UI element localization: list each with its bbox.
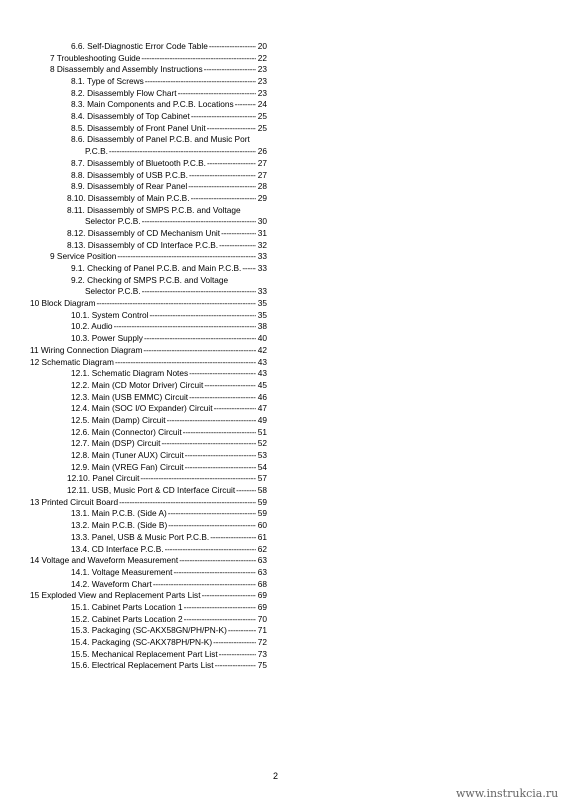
dot-leader xyxy=(242,263,256,275)
dot-leader xyxy=(142,286,256,298)
dot-leader xyxy=(168,508,256,520)
toc-entry[interactable] xyxy=(30,322,267,334)
dot-leader xyxy=(207,158,256,170)
toc-entry-page: 59 xyxy=(257,508,267,519)
toc-entry-page: 42 xyxy=(257,344,267,355)
toc-entry[interactable] xyxy=(30,438,267,450)
toc-entry-page: 49 xyxy=(257,414,267,425)
dot-leader xyxy=(184,602,256,614)
dot-leader xyxy=(204,64,256,76)
toc-entry[interactable] xyxy=(30,158,267,170)
toc-entry[interactable] xyxy=(30,649,267,661)
toc-entry-title: 15.4. Packaging (SC-AKX78PH/PN-K) xyxy=(71,637,213,648)
toc-entry-title: Selector P.C.B. xyxy=(85,286,141,297)
dot-leader xyxy=(215,660,257,672)
toc-entry-title: 8.4. Disassembly of Top Cabinet xyxy=(71,111,190,122)
toc-entry-page: 72 xyxy=(257,637,267,648)
toc-entry-title: 15.5. Mechanical Replacement Part List xyxy=(71,648,218,659)
toc-entry[interactable] xyxy=(30,41,267,53)
dot-leader xyxy=(153,579,256,591)
toc-entry[interactable] xyxy=(30,485,267,497)
dot-leader xyxy=(189,170,256,182)
dot-leader xyxy=(213,637,256,649)
toc-entry-title: 13.2. Main P.C.B. (Side B) xyxy=(71,520,168,531)
toc-entry-title: 12.8. Main (Tuner AUX) Circuit xyxy=(71,450,184,461)
toc-entry[interactable] xyxy=(30,310,267,322)
dot-leader xyxy=(143,345,256,357)
toc-entry-title: 10.2. Audio xyxy=(71,321,113,332)
toc-entry[interactable] xyxy=(30,403,267,415)
toc-entry-title: 13.1. Main P.C.B. (Side A) xyxy=(71,508,167,519)
dot-leader xyxy=(236,485,256,497)
dot-leader xyxy=(188,181,256,193)
toc-entry[interactable] xyxy=(30,520,267,532)
toc-entry-title: 7 Troubleshooting Guide xyxy=(50,52,141,63)
toc-entry-title: 10.3. Power Supply xyxy=(71,333,143,344)
dot-leader xyxy=(161,438,256,450)
dot-leader xyxy=(117,251,256,263)
toc-entry[interactable] xyxy=(30,99,267,111)
toc-entry-page: 58 xyxy=(257,485,267,496)
dot-leader xyxy=(189,392,256,404)
toc-entry-title: 14 Voltage and Waveform Measurement xyxy=(30,555,179,566)
toc-entry-page: 25 xyxy=(257,122,267,133)
dot-leader xyxy=(207,123,256,135)
toc-entry[interactable] xyxy=(30,660,267,672)
toc-entry-title: 12.5. Main (Damp) Circuit xyxy=(71,414,166,425)
toc-entry-page: 27 xyxy=(257,157,267,168)
toc-entry[interactable] xyxy=(30,146,267,158)
toc-entry-page: 23 xyxy=(257,87,267,98)
dot-leader xyxy=(149,310,256,322)
dot-leader xyxy=(185,450,256,462)
toc-entry[interactable] xyxy=(30,357,267,369)
toc-entry[interactable] xyxy=(30,614,267,626)
toc-entry[interactable] xyxy=(30,216,267,228)
dot-leader xyxy=(221,228,256,240)
toc-entry-page: 62 xyxy=(257,543,267,554)
dot-leader xyxy=(178,88,256,100)
toc-entry[interactable] xyxy=(30,240,267,252)
dot-leader xyxy=(219,649,256,661)
toc-entry-title: 15.2. Cabinet Parts Location 2 xyxy=(71,613,183,624)
toc-entry[interactable] xyxy=(30,602,267,614)
dot-leader xyxy=(209,41,256,53)
toc-entry[interactable] xyxy=(30,509,267,521)
toc-entry-title: 8.3. Main Components and P.C.B. Locations xyxy=(71,99,234,110)
toc-entry[interactable] xyxy=(30,625,267,637)
toc-entry-page: 33 xyxy=(257,251,267,262)
toc-entry-page: 59 xyxy=(257,496,267,507)
toc-entry[interactable] xyxy=(30,368,267,380)
toc-entry-page: 30 xyxy=(257,216,267,227)
dot-leader xyxy=(145,76,256,88)
toc-entry-page: 73 xyxy=(257,648,267,659)
table-of-contents xyxy=(30,41,267,672)
toc-entry[interactable] xyxy=(30,333,267,345)
toc-entry[interactable] xyxy=(30,567,267,579)
toc-entry-page: 43 xyxy=(257,368,267,379)
dot-leader xyxy=(184,614,256,626)
toc-entry-page: 60 xyxy=(257,520,267,531)
toc-entry[interactable] xyxy=(30,181,267,193)
toc-entry[interactable] xyxy=(30,170,267,182)
dot-leader xyxy=(173,567,256,579)
toc-entry[interactable] xyxy=(30,205,267,217)
watermark: www.instrukcia.ru xyxy=(456,787,559,800)
dot-leader xyxy=(179,555,256,567)
toc-entry-page: 70 xyxy=(257,613,267,624)
toc-entry-page: 22 xyxy=(257,52,267,63)
toc-entry-page: 32 xyxy=(257,239,267,250)
toc-entry-page: 54 xyxy=(257,461,267,472)
toc-entry-page: 35 xyxy=(257,309,267,320)
toc-entry[interactable] xyxy=(30,298,267,310)
toc-entry-page: 46 xyxy=(257,391,267,402)
toc-entry[interactable] xyxy=(30,251,267,263)
toc-entry[interactable] xyxy=(30,111,267,123)
toc-entry-page: 47 xyxy=(257,403,267,414)
toc-entry-title: 12.10. Panel Circuit xyxy=(67,473,140,484)
toc-entry[interactable] xyxy=(30,532,267,544)
toc-entry-page: 45 xyxy=(257,379,267,390)
toc-entry-page: 75 xyxy=(257,660,267,671)
toc-entry[interactable] xyxy=(30,497,267,509)
toc-entry-page: 61 xyxy=(257,531,267,542)
toc-entry-page: 35 xyxy=(257,298,267,309)
toc-entry[interactable] xyxy=(30,345,267,357)
toc-entry-page: 26 xyxy=(257,146,267,157)
dot-leader xyxy=(142,216,256,228)
dot-leader xyxy=(114,321,256,333)
dot-leader xyxy=(202,590,257,602)
toc-entry-title: 12.7. Main (DSP) Circuit xyxy=(71,438,161,449)
toc-entry-title: 12.4. Main (SOC I/O Expander) Circuit xyxy=(71,403,213,414)
toc-entry-title: 13 Printed Circuit Board xyxy=(30,496,119,507)
toc-entry[interactable] xyxy=(30,590,267,602)
toc-entry-title: 8.7. Disassembly of Bluetooth P.C.B. xyxy=(71,157,206,168)
toc-entry-title: 8.10. Disassembly of Main P.C.B. xyxy=(67,192,190,203)
dot-leader xyxy=(235,99,256,111)
toc-entry-title: 15.6. Electrical Replacement Parts List xyxy=(71,660,214,671)
toc-entry-title: 12.2. Main (CD Motor Driver) Circuit xyxy=(71,379,204,390)
toc-entry-title: 15.3. Packaging (SC-AKX58GN/PH/PN-K) xyxy=(71,625,227,636)
dot-leader xyxy=(140,473,256,485)
dot-leader xyxy=(189,368,256,380)
dot-leader xyxy=(228,625,256,637)
toc-entry[interactable] xyxy=(30,450,267,462)
toc-entry-title: 13.4. CD Interface P.C.B. xyxy=(71,543,164,554)
toc-entry-page: 33 xyxy=(257,263,267,274)
toc-entry-page: 53 xyxy=(257,450,267,461)
dot-leader xyxy=(204,380,256,392)
dot-leader xyxy=(219,240,256,252)
toc-entry[interactable] xyxy=(30,64,267,76)
toc-entry-title: 8.11. Disassembly of SMPS P.C.B. and Voltage xyxy=(67,204,241,215)
toc-entry[interactable] xyxy=(30,123,267,135)
toc-entry-title: 14.2. Waveform Chart xyxy=(71,578,152,589)
toc-entry-page: 33 xyxy=(257,286,267,297)
toc-entry-page: 27 xyxy=(257,169,267,180)
toc-entry-title: 15 Exploded View and Replacement Parts List xyxy=(30,590,201,601)
dot-leader xyxy=(210,532,256,544)
toc-entry-page: 52 xyxy=(257,438,267,449)
toc-entry-title: 8.5. Disassembly of Front Panel Unit xyxy=(71,122,206,133)
toc-entry-title: 12.3. Main (USB EMMC) Circuit xyxy=(71,391,189,402)
toc-entry-title: 9.1. Checking of Panel P.C.B. and Main P.C.B. xyxy=(71,263,242,274)
toc-entry-title: 10.1. System Control xyxy=(71,309,149,320)
toc-entry[interactable] xyxy=(30,76,267,88)
toc-entry-title: 9 Service Position xyxy=(50,251,117,262)
toc-entry-title: 11 Wiring Connection Diagram xyxy=(30,344,143,355)
toc-entry-page: 24 xyxy=(257,99,267,110)
page-number: 2 xyxy=(273,771,279,781)
toc-entry-title: 12.6. Main (Connector) Circuit xyxy=(71,426,182,437)
toc-entry-page: 20 xyxy=(257,40,267,51)
toc-entry-page: 43 xyxy=(257,356,267,367)
toc-entry[interactable] xyxy=(30,462,267,474)
toc-entry[interactable] xyxy=(30,473,267,485)
toc-entry[interactable] xyxy=(30,193,267,205)
toc-entry-page: 57 xyxy=(257,473,267,484)
toc-entry-title: 12.1. Schematic Diagram Notes xyxy=(71,368,189,379)
toc-entry-title: 8.1. Type of Screws xyxy=(71,76,144,87)
dot-leader xyxy=(191,111,256,123)
toc-entry-title: 8 Disassembly and Assembly Instructions xyxy=(50,64,203,75)
dot-leader xyxy=(185,462,256,474)
toc-entry-title: P.C.B. xyxy=(85,146,108,157)
toc-entry-title: 12.11. USB, Music Port & CD Interface Circuit xyxy=(67,485,236,496)
dot-leader xyxy=(141,53,256,65)
toc-entry[interactable] xyxy=(30,637,267,649)
toc-entry-title: 13.3. Panel, USB & Music Port P.C.B. xyxy=(71,531,210,542)
toc-entry-title: 8.9. Disassembly of Rear Panel xyxy=(71,181,188,192)
toc-entry-page: 68 xyxy=(257,578,267,589)
toc-entry[interactable] xyxy=(30,88,267,100)
dot-leader xyxy=(167,415,256,427)
toc-entry-title: Selector P.C.B. xyxy=(85,216,141,227)
toc-entry-page: 51 xyxy=(257,426,267,437)
dot-leader xyxy=(96,298,256,310)
toc-entry-title: 14.1. Voltage Measurement xyxy=(71,566,173,577)
toc-entry[interactable] xyxy=(30,380,267,392)
toc-entry-title: 9.2. Checking of SMPS P.C.B. and Voltage xyxy=(71,274,229,285)
toc-entry-page: 23 xyxy=(257,64,267,75)
toc-entry-title: 15.1. Cabinet Parts Location 1 xyxy=(71,601,183,612)
dot-leader xyxy=(183,427,256,439)
toc-entry-page: 69 xyxy=(257,590,267,601)
dot-leader xyxy=(168,520,256,532)
toc-entry-page: 71 xyxy=(257,625,267,636)
toc-entry-page: 63 xyxy=(257,555,267,566)
toc-entry-page: 29 xyxy=(257,192,267,203)
toc-entry[interactable] xyxy=(30,135,267,147)
toc-entry-page: 28 xyxy=(257,181,267,192)
toc-entry-page: 38 xyxy=(257,321,267,332)
toc-entry-title: 8.13. Disassembly of CD Interface P.C.B. xyxy=(67,239,219,250)
dot-leader xyxy=(214,403,256,415)
toc-entry-title: 8.12. Disassembly of CD Mechanism Unit xyxy=(67,227,221,238)
dot-leader xyxy=(165,544,256,556)
toc-entry-title: 8.8. Disassembly of USB P.C.B. xyxy=(71,169,188,180)
toc-entry[interactable] xyxy=(30,392,267,404)
toc-entry[interactable] xyxy=(30,555,267,567)
toc-entry[interactable] xyxy=(30,544,267,556)
toc-entry-title: 12 Schematic Diagram xyxy=(30,356,114,367)
toc-entry-page: 63 xyxy=(257,566,267,577)
toc-entry[interactable] xyxy=(30,263,267,275)
toc-entry[interactable] xyxy=(30,228,267,240)
toc-entry[interactable] xyxy=(30,286,267,298)
toc-entry-page: 31 xyxy=(257,227,267,238)
toc-entry-title: 8.6. Disassembly of Panel P.C.B. and Music Port xyxy=(71,134,250,145)
toc-entry-title: 10 Block Diagram xyxy=(30,298,96,309)
toc-entry-title: 6.6. Self-Diagnostic Error Code Table xyxy=(71,40,208,51)
toc-entry-page: 25 xyxy=(257,111,267,122)
toc-entry[interactable] xyxy=(30,53,267,65)
dot-leader xyxy=(191,193,256,205)
dot-leader xyxy=(115,357,256,369)
toc-entry-page: 69 xyxy=(257,601,267,612)
toc-entry[interactable] xyxy=(30,579,267,591)
toc-entry-title: 8.2. Disassembly Flow Chart xyxy=(71,87,177,98)
dot-leader xyxy=(144,333,256,345)
toc-entry-page: 40 xyxy=(257,333,267,344)
toc-entry[interactable] xyxy=(30,275,267,287)
dot-leader xyxy=(109,146,256,158)
toc-entry-page: 23 xyxy=(257,76,267,87)
toc-entry-title: 12.9. Main (VREG Fan) Circuit xyxy=(71,461,184,472)
dot-leader xyxy=(119,497,256,509)
toc-entry[interactable] xyxy=(30,427,267,439)
toc-entry[interactable] xyxy=(30,415,267,427)
